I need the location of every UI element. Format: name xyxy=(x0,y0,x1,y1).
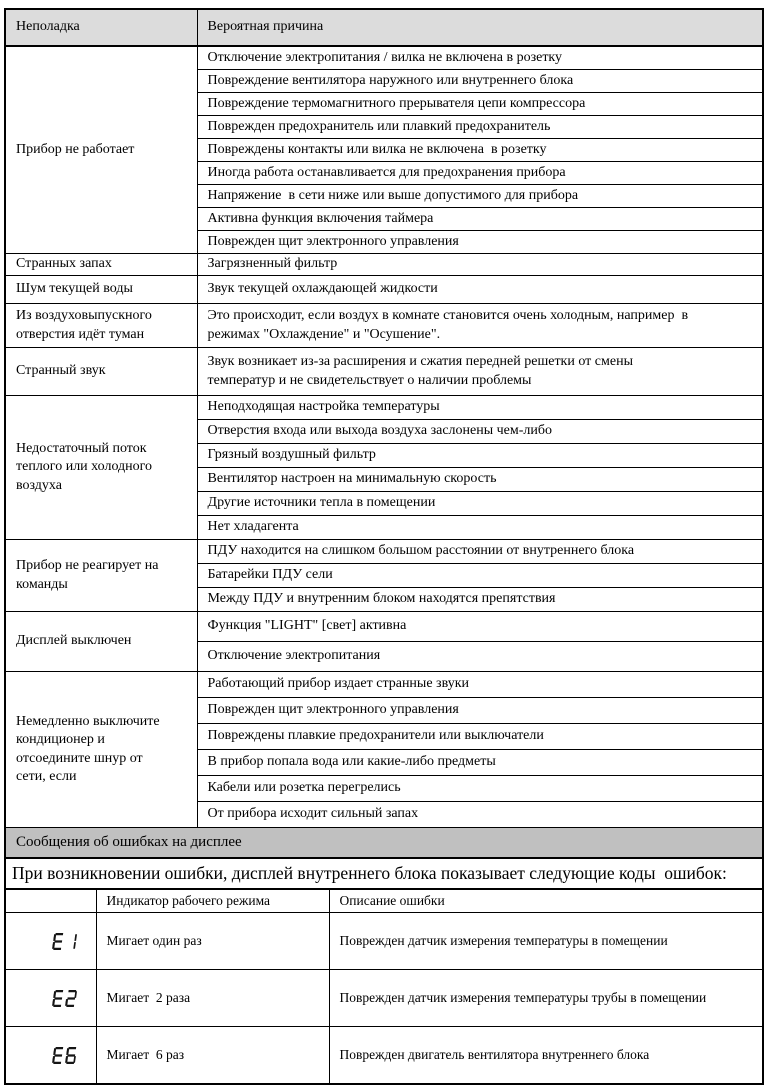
indicator-cell: Мигает один раз xyxy=(96,913,329,970)
cause-cell: Это происходит, если воздух в комнате становится очень холодным, например в режимах "Охлаждение" и "Осушение". xyxy=(197,304,763,348)
indicator-cell: Мигает 2 раза xyxy=(96,970,329,1027)
problem-cell: Из воздуховыпускного отверстия идёт туман xyxy=(5,304,197,348)
cause-cell: Напряжение в сети ниже или выше допустимого для прибора xyxy=(197,185,763,208)
problem-cell: Немедленно выключите кондиционер и отсоедините шнур от сети, если xyxy=(5,672,197,828)
cause-cell: Нет хладагента xyxy=(197,516,763,540)
table-row xyxy=(5,348,763,396)
error-code-cell xyxy=(5,913,96,970)
cause-cell: Загрязненный фильтр xyxy=(197,254,763,276)
description-cell: Поврежден двигатель вентилятора внутреннего блока xyxy=(329,1027,763,1085)
errors-note-row xyxy=(5,858,763,889)
errors-band-title: Сообщения об ошибках на дисплее xyxy=(5,828,763,859)
problem-cell: Странный звук xyxy=(5,348,197,396)
errors-note: При возникновении ошибки, дисплей внутреннего блока показывает следующие коды ошибок: xyxy=(5,858,763,889)
description-cell: Поврежден датчик измерения температуры трубы в помещении xyxy=(329,970,763,1027)
cause-cell: Отключение электропитания / вилка не включена в розетку xyxy=(197,46,763,70)
table-row xyxy=(5,46,763,70)
error-row xyxy=(5,970,763,1027)
error-code-display xyxy=(52,990,77,1007)
troubleshooting-table xyxy=(4,8,764,1085)
cause-cell: Повреждение термомагнитного прерывателя цепи компрессора xyxy=(197,93,763,116)
errors-band-row xyxy=(5,828,763,859)
cause-cell: Активна функция включения таймера xyxy=(197,208,763,231)
table-row xyxy=(5,276,763,304)
cause-cell: Повреждены контакты или вилка не включена в розетку xyxy=(197,139,763,162)
problem-header: Неполадка xyxy=(5,9,197,46)
cause-cell: Повреждение вентилятора наружного или внутреннего блока xyxy=(197,70,763,93)
table-row xyxy=(5,672,763,698)
error-code-cell xyxy=(5,1027,96,1085)
cause-cell: Между ПДУ и внутренним блоком находятся препятствия xyxy=(197,588,763,612)
table-header-row xyxy=(5,9,763,46)
cause-cell: Иногда работа останавливается для предохранения прибора xyxy=(197,162,763,185)
table-row xyxy=(5,612,763,642)
cause-cell: Грязный воздушный фильтр xyxy=(197,444,763,468)
error-row xyxy=(5,913,763,970)
cause-cell: Неподходящая настройка температуры xyxy=(197,396,763,420)
table-row xyxy=(5,540,763,564)
error-code-cell xyxy=(5,970,96,1027)
error-code-display xyxy=(52,933,77,950)
cause-header: Вероятная причина xyxy=(197,9,763,46)
error-table-header-row xyxy=(5,889,763,913)
error-row xyxy=(5,1027,763,1085)
cause-cell: В прибор попала вода или какие-либо предметы xyxy=(197,750,763,776)
cause-cell: Функция "LIGHT" [свет] активна xyxy=(197,612,763,642)
cause-cell: ПДУ находится на слишком большом расстоянии от внутреннего блока xyxy=(197,540,763,564)
cause-cell: Поврежден щит электронного управления xyxy=(197,698,763,724)
problem-cell: Прибор не работает xyxy=(5,46,197,254)
cause-cell: Поврежден предохранитель или плавкий предохранитель xyxy=(197,116,763,139)
problem-cell: Шум текущей воды xyxy=(5,276,197,304)
cause-cell: Кабели или розетка перегрелись xyxy=(197,776,763,802)
cause-cell: Батарейки ПДУ сели xyxy=(197,564,763,588)
cause-cell: Поврежден щит электронного управления xyxy=(197,231,763,254)
error-code-display xyxy=(52,1047,77,1064)
cause-cell: От прибора исходит сильный запах xyxy=(197,802,763,828)
error-code-header-cell xyxy=(5,889,96,913)
cause-cell: Звук возникает из-за расширения и сжатия передней решетки от смены температур и не свидетельствует о наличии проблемы xyxy=(197,348,763,396)
table-row xyxy=(5,396,763,420)
cause-cell: Повреждены плавкие предохранители или выключатели xyxy=(197,724,763,750)
problem-cell: Дисплей выключен xyxy=(5,612,197,672)
indicator-header: Индикатор рабочего режима xyxy=(96,889,329,913)
problem-cell: Прибор не реагирует на команды xyxy=(5,540,197,612)
cause-cell: Звук текущей охлаждающей жидкости xyxy=(197,276,763,304)
cause-cell: Отверстия входа или выхода воздуха заслонены чем-либо xyxy=(197,420,763,444)
cause-cell: Вентилятор настроен на минимальную скорость xyxy=(197,468,763,492)
table-row xyxy=(5,254,763,276)
description-cell: Поврежден датчик измерения температуры в помещении xyxy=(329,913,763,970)
cause-cell: Работающий прибор издает странные звуки xyxy=(197,672,763,698)
indicator-cell: Мигает 6 раз xyxy=(96,1027,329,1085)
cause-cell: Отключение электропитания xyxy=(197,642,763,672)
description-header: Описание ошибки xyxy=(329,889,763,913)
problem-cell: Странных запах xyxy=(5,254,197,276)
cause-cell: Другие источники тепла в помещении xyxy=(197,492,763,516)
table-row xyxy=(5,304,763,348)
problem-cell: Недостаточный поток теплого или холодного воздуха xyxy=(5,396,197,540)
